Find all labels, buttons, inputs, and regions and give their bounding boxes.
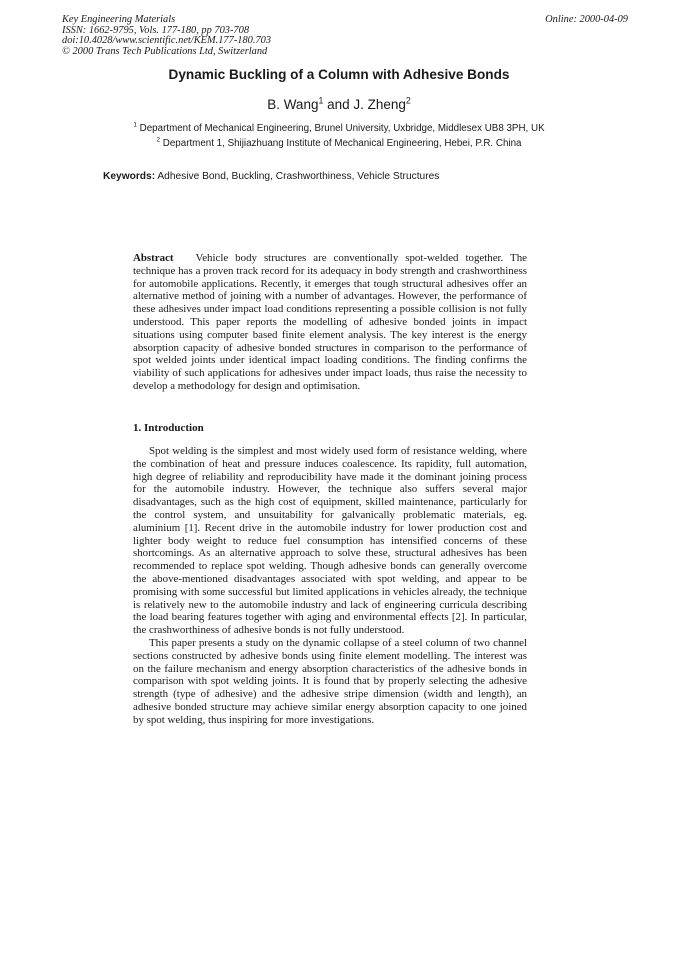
author-name: J. Zheng: [353, 97, 406, 112]
doi-link[interactable]: doi:10.4028/www.scientific.net/KEM.177-180.703: [62, 35, 272, 47]
paper-title: Dynamic Buckling of a Column with Adhesive Bonds: [168, 67, 510, 82]
affiliation-text: Department 1, Shijiazhuang Institute of Mechanical Engineering, Hebei, P.R. China: [160, 138, 522, 149]
copyright-line: © 2000 Trans Tech Publications Ltd, Switzerland: [62, 45, 268, 57]
affiliation: [0, 123, 678, 134]
author-affiliation-mark: 2: [405, 95, 411, 106]
author-line: [0, 97, 678, 112]
keywords-label: Keywords:: [103, 171, 156, 182]
author-name: B. Wang: [267, 97, 319, 112]
abstract-label: Abstract: [133, 252, 174, 264]
issn-line: ISSN: 1662-9795, Vols. 177-180, pp 703-708: [62, 24, 250, 36]
author-conjunction: and: [323, 97, 354, 112]
affiliation-text: Department of Mechanical Engineering, Brunel University, Uxbridge, Middlesex UB8 3PH, UK: [136, 123, 545, 134]
paragraph: Spot welding is the simplest and most widely used form of resistance welding, where the combination of heat and pressure induces coalescence. Its rapidity, full automation, high degree of reliability and reproducibility have made it the dominant joining process for the automobile industry. However, the technique also suffers several major disadvantages, such as the high cost of equipment, skilled maintenance, particularly for the control system, and unsuitability for galvanically problematic materials, eg. aluminium [1]. Recent drive in the automobile industry for lower production cost and lighter body weight to reduce fuel consumption has intensified concerns of these shortcomings. As an alternative approach to solve these, structural adhesives has been recommended to replace spot welding. Though adhesive bonds can generally overcome the above-mentioned disadvantages associated with spot welding, and appear to be promising with some successful but limited applications in vehicles already, the technique is relatively new to the automobile industry and lack of engineering curricula describing the load bearing features together with aging and environmental effects [2]. In particular, the crashworthiness of adhesive bonds is not fully understood.: [133, 445, 527, 637]
affiliation-mark: 1: [133, 121, 137, 129]
affiliation-mark: 2: [156, 136, 161, 144]
abstract: [133, 252, 527, 393]
abstract-text: Vehicle body structures are conventionally spot-welded together. The technique has a proven track record for its adequacy in body strength and crashworthiness for automobile applications. Recently, it emerges that tough structural adhesives offer an alternative method of joining with a number of advantages. However, the performance of these adhesives under impact load conditions representing a possible collision is not fully understood. This paper reports the modelling of adhesive bonded joints in impact situations using computer based finite element analysis. The key interest is the energy absorption capacity of adhesive bonded structures in comparison to the performance of spot welded joints under identical impact loading conditions. The finding confirms the viability of such applications for adhesives under impact loads, thus raise the necessity to develop a methodology for design and optimisation.: [133, 252, 527, 392]
author-affiliation-mark: 1: [318, 95, 324, 106]
affiliation: [0, 138, 678, 149]
introduction-body: [133, 445, 527, 727]
journal-name: Key Engineering Materials: [62, 14, 176, 25]
keywords-text: Adhesive Bond, Buckling, Crashworthiness, Vehicle Structures: [155, 171, 440, 182]
keywords: [103, 171, 439, 182]
journal-metadata: [62, 15, 271, 57]
section-heading: 1. Introduction: [133, 422, 204, 434]
online-date: Online: 2000-04-09: [545, 14, 628, 25]
paragraph: This paper presents a study on the dynamic collapse of a steel column of two channel sections constructed by adhesive bonds using finite element modelling. The interest was on the failure mechanism and energy absorption characteristics of the adhesive bonds in comparison with spot welding joints. It is found that by properly selecting the adhesive strength (type of adhesive) and the adhesive stripe dimension (width and length), an adhesive bonded structure may achieve similar energy absorption capacity to one joined by spot welding, thus inspiring for more investigations.: [133, 636, 527, 726]
